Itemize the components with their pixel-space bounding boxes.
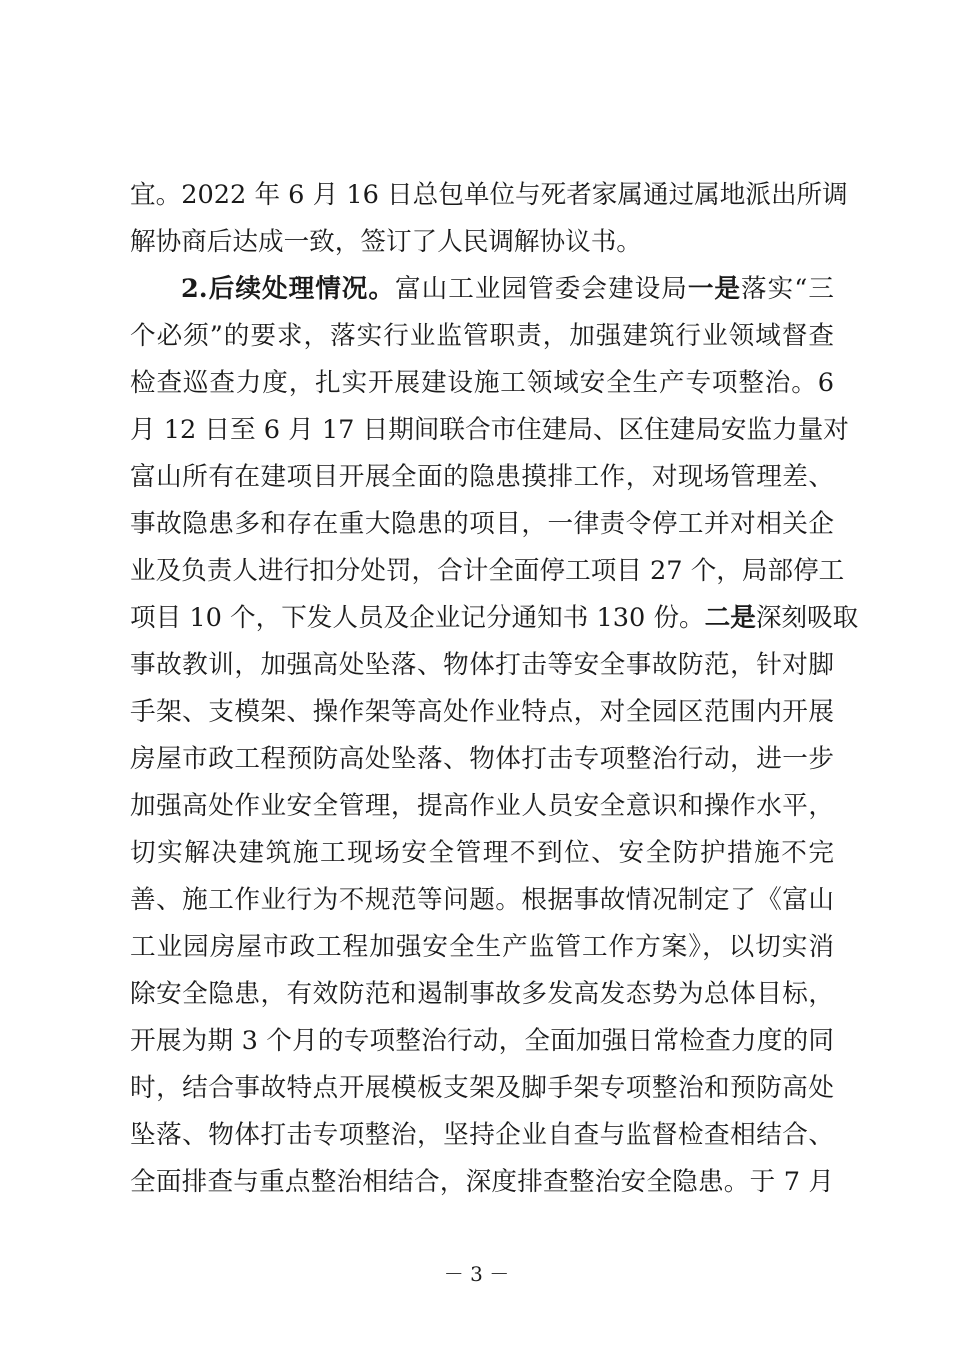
text-line: 事故教训，加强高处坠落、物体打击等安全事故防范，针对脚	[130, 650, 834, 680]
text-line: 宜。2022 年 6 月 16 日总包单位与死者家属通过属地派出所调	[130, 180, 848, 210]
text-line: 检查巡查力度，扎实开展建设施工领域安全生产专项整治。6	[130, 368, 834, 398]
text-line: 加强高处作业安全管理，提高作业人员安全意识和操作水平，	[130, 791, 834, 821]
text-line: 业及负责人进行扣分处罚，合计全面停工项目 27 个，局部停工	[130, 556, 845, 586]
text-line: 切实解决建筑施工现场安全管理不到位、安全防护措施不完	[130, 838, 834, 868]
text-line: 全面排查与重点整治相结合，深度排查整治安全隐患。于 7 月	[130, 1167, 834, 1197]
section-heading: 2.后续处理情况。	[181, 274, 396, 304]
text-run: 落实“三	[741, 274, 834, 304]
page-number: － 3 －	[443, 1262, 510, 1286]
text-line: 工业园房屋市政工程加强安全生产监管工作方案》，以切实消	[130, 932, 834, 962]
point-marker: 二是	[704, 603, 756, 633]
text-run: 富山工业园管委会建设局	[395, 274, 688, 304]
text-line: 月 12 日至 6 月 17 日期间联合市住建局、区住建局安监力量对	[130, 415, 849, 445]
text-line: 房屋市政工程预防高处坠落、物体打击专项整治行动，进一步	[130, 744, 834, 774]
text-line: 个必须”的要求，落实行业监管职责，加强建筑行业领域督查	[130, 321, 834, 351]
text-line	[130, 266, 834, 313]
text-line: 善、施工作业行为不规范等问题。根据事故情况制定了《富山	[130, 885, 834, 915]
text-line: 解协商后达成一致，签订了人民调解协议书。	[130, 227, 642, 257]
text-line: 事故隐患多和存在重大隐患的项目，一律责令停工并对相关企	[130, 509, 834, 539]
point-marker: 一是	[687, 274, 742, 304]
text-line: 除安全隐患，有效防范和遏制事故多发高发态势为总体目标，	[130, 979, 834, 1009]
body-text	[130, 172, 859, 1206]
text-line: 时，结合事故特点开展模板支架及脚手架专项整治和预防高处	[130, 1073, 834, 1103]
text-line: 手架、支模架、操作架等高处作业特点，对全园区范围内开展	[130, 697, 834, 727]
text-line: 开展为期 3 个月的专项整治行动，全面加强日常检查力度的同	[130, 1026, 834, 1056]
text-run: 深刻吸取	[755, 603, 859, 633]
text-line: 富山所有在建项目开展全面的隐患摸排工作，对现场管理差、	[130, 462, 834, 492]
text-line	[130, 595, 859, 642]
text-run: 项目 10 个，下发人员及企业记分通知书 130 份。	[130, 603, 705, 633]
text-line: 坠落、物体打击专项整治，坚持企业自查与监督检查相结合、	[130, 1120, 834, 1150]
